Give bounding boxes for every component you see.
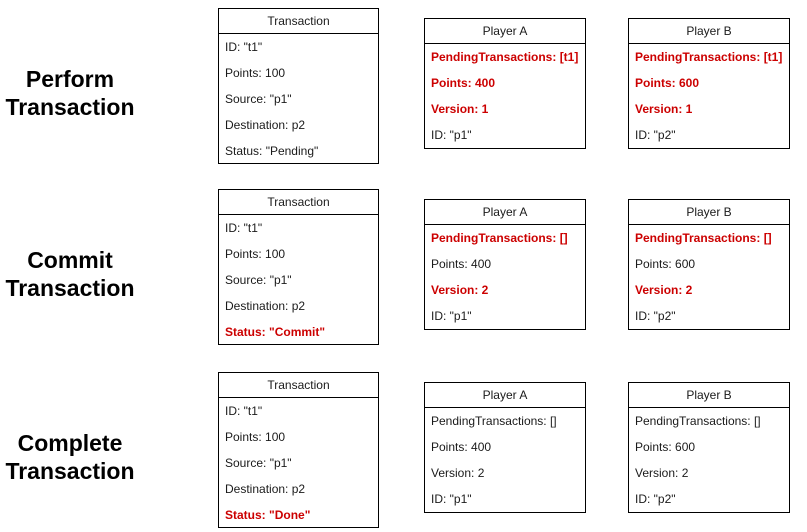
box-title: Player B [629, 383, 789, 408]
row-version: Version: 2 [635, 466, 689, 480]
row-pending: PendingTransactions: [] [635, 414, 761, 428]
box-title: Transaction [219, 373, 378, 398]
row-version: Version: 1 [431, 102, 489, 116]
player-a-box-perform [424, 18, 586, 149]
row-status: Status: "Done" [225, 508, 311, 522]
player-b-box-commit [628, 199, 790, 330]
box-title: Player A [425, 383, 585, 408]
row-pending: PendingTransactions: [t1] [635, 50, 783, 64]
row-id: ID: "t1" [225, 40, 263, 54]
row-id: ID: "p2" [635, 492, 676, 506]
row-points: Points: 400 [431, 440, 492, 454]
row-id: ID: "p1" [431, 309, 472, 323]
row-status: Status: "Commit" [225, 325, 326, 339]
transaction-box-complete [218, 372, 379, 528]
transaction-box-perform [218, 8, 379, 164]
box-title: Player A [425, 19, 585, 44]
row-source: Source: "p1" [225, 92, 292, 106]
row-destination: Destination: p2 [225, 299, 306, 313]
row-version: Version: 2 [635, 283, 693, 297]
row-source: Source: "p1" [225, 273, 292, 287]
row-id: ID: "p2" [635, 128, 676, 142]
row-version: Version: 2 [431, 283, 489, 297]
box-title: Transaction [219, 9, 378, 34]
row-pending: PendingTransactions: [] [431, 231, 568, 245]
row-version: Version: 2 [431, 466, 485, 480]
row-id: ID: "p1" [431, 128, 472, 142]
row-destination: Destination: p2 [225, 482, 306, 496]
row-status: Status: "Pending" [225, 144, 319, 158]
box-title: Transaction [219, 190, 378, 215]
row-pending: PendingTransactions: [] [431, 414, 557, 428]
stage-label-perform: Perform Transaction [5, 66, 135, 120]
player-a-box-commit [424, 199, 586, 330]
player-a-box-complete [424, 382, 586, 513]
row-points: Points: 100 [225, 247, 286, 261]
row-id: ID: "t1" [225, 221, 263, 235]
row-pending: PendingTransactions: [] [635, 231, 772, 245]
row-points: Points: 100 [225, 66, 286, 80]
row-points: Points: 600 [635, 257, 696, 271]
row-points: Points: 100 [225, 430, 286, 444]
row-id: ID: "t1" [225, 404, 263, 418]
transaction-box-commit [218, 189, 379, 345]
box-title: Player B [629, 200, 789, 225]
player-b-box-perform [628, 18, 790, 149]
box-title: Player B [629, 19, 789, 44]
row-source: Source: "p1" [225, 456, 292, 470]
row-points: Points: 600 [635, 76, 700, 90]
row-destination: Destination: p2 [225, 118, 306, 132]
box-title: Player A [425, 200, 585, 225]
row-points: Points: 400 [431, 257, 492, 271]
stage-label-commit: Commit Transaction [5, 247, 135, 301]
row-points: Points: 600 [635, 440, 696, 454]
row-pending: PendingTransactions: [t1] [431, 50, 579, 64]
row-id: ID: "p1" [431, 492, 472, 506]
row-points: Points: 400 [431, 76, 496, 90]
row-id: ID: "p2" [635, 309, 676, 323]
stage-label-complete: Complete Transaction [5, 430, 135, 484]
row-version: Version: 1 [635, 102, 693, 116]
player-b-box-complete [628, 382, 790, 513]
